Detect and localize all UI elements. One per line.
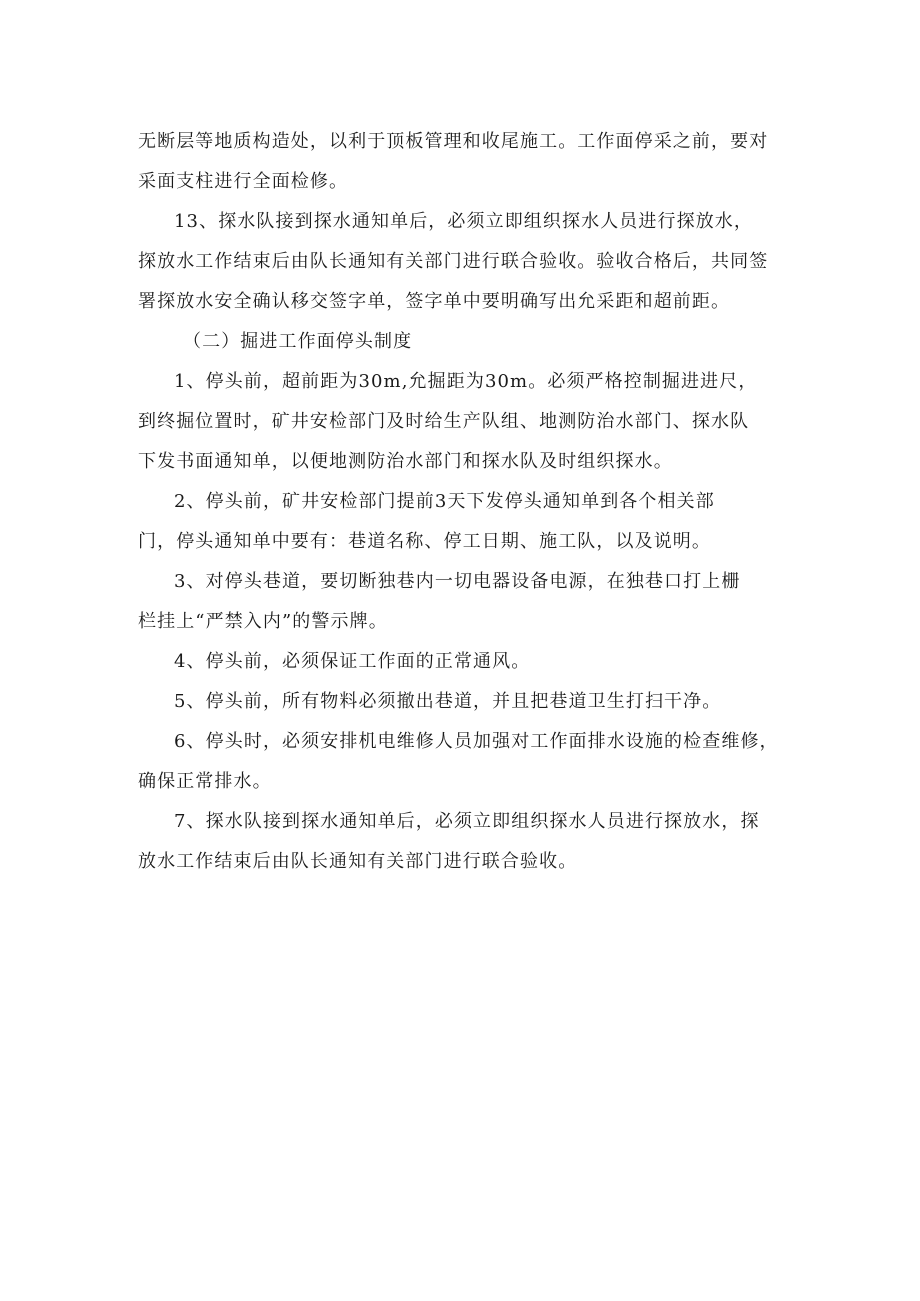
text-line: 探放水工作结束后由队长通知有关部门进行联合验收。验收合格后，共同签: [138, 251, 769, 272]
text-line: 下发书面通知单，以便地测防治水部门和探水队及时组织探水。: [138, 451, 673, 472]
paragraph-item-3: [138, 562, 798, 642]
text-line: 栏挂上“严禁入内”的警示牌。: [138, 611, 388, 632]
paragraph-item-6: [138, 722, 798, 802]
text-line: 无断层等地质构造处，以利于顶板管理和收尾施工。工作面停采之前，要对: [138, 131, 769, 152]
document-page: [138, 122, 798, 882]
text-line: 门，停头通知单中要有：巷道名称、停工日期、施工队，以及说明。: [138, 531, 711, 552]
section-heading: [138, 322, 798, 362]
paragraph-item-13: [138, 202, 798, 322]
text-line: 5、停头前，所有物料必须撤出巷道，并且把巷道卫生打扫干净。: [174, 691, 722, 712]
text-line: 3、对停头巷道，要切断独巷内一切电器设备电源，在独巷口打上栅: [174, 571, 741, 592]
paragraph-item-2: [138, 482, 798, 562]
text-line: 确保正常排水。: [138, 771, 272, 792]
text-line: 到终掘位置时，矿井安检部门及时给生产队组、地测防治水部门、探水队: [138, 411, 750, 432]
text-line: 2、停头前，矿井安检部门提前3天下发停头通知单到各个相关部: [174, 491, 715, 512]
text-line: 7、探水队接到探水通知单后，必须立即组织探水人员进行探放水，探: [174, 811, 760, 832]
text-line: 6、停头时，必须安排机电维修人员加强对工作面排水设施的检查维修，: [174, 731, 779, 752]
paragraph-item-5: [138, 682, 798, 722]
text-line: 署探放水安全确认移交签字单，签字单中要明确写出允采距和超前距。: [138, 291, 731, 312]
paragraph-continuation: [138, 122, 798, 202]
paragraph-item-4: [138, 642, 798, 682]
text-line: 1、停头前，超前距为30m,允掘距为30m。必须严格控制掘进进尺，: [174, 371, 758, 392]
text-line: 13、探水队接到探水通知单后，必须立即组织探水人员进行探放水，: [174, 211, 754, 232]
text-line: 4、停头前，必须保证工作面的正常通风。: [174, 651, 531, 672]
text-line: 放水工作结束后由队长通知有关部门进行联合验收。: [138, 851, 578, 872]
heading-text: （二）掘进工作面停头制度: [183, 331, 413, 352]
text-line: 采面支柱进行全面检修。: [138, 171, 349, 192]
paragraph-item-1: [138, 362, 798, 482]
paragraph-item-7: [138, 802, 798, 882]
